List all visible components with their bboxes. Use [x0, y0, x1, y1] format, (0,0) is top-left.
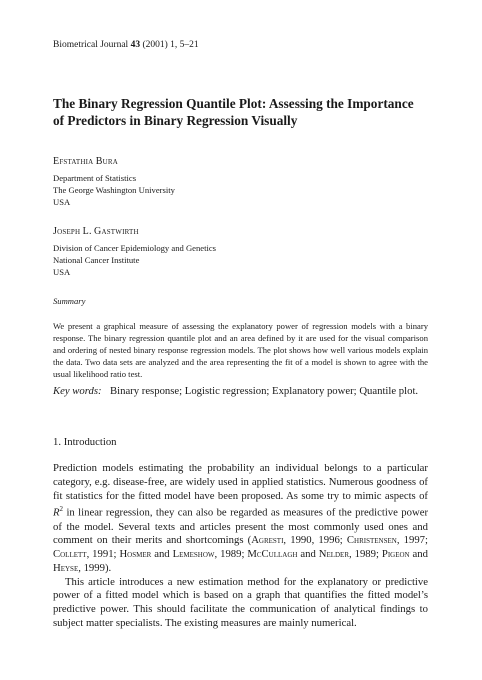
summary-text: We present a graphical measure of assessing the explanatory power of regression models with a binary response. The binary regression quantile plot and an area defined by it are used for the visual comparison and ordering of nested binary response regression models. The plot shows how well various models explain the data. Two data sets are analyzed and the area representing the fit of a model is shown to agree with the usual likelihood ratio test. [53, 321, 428, 379]
author-2-affiliation [53, 242, 216, 278]
author-1-affiliation [53, 172, 175, 208]
citation: Heyse [53, 561, 79, 574]
journal-citation [53, 40, 199, 50]
affiliation-line: The George Washington University [53, 185, 175, 195]
citation: Lemeshow [172, 548, 215, 561]
keywords-text: Binary response; Logistic regression; Explanatory power; Quantile plot. [110, 385, 419, 397]
paragraph-2: This article introduces a new estimation method for the explanatory or predictive power of a fitted model which is based on a graph that quantifies the fitted model’s predictive power. This should facilitate the communication of analytical findings to subject matter specialists. The existing measures are mainly numerical. [53, 575, 428, 629]
journal-volume: 43 [130, 40, 141, 50]
title-line-2: of Predictors in Binary Regression Visually [53, 112, 298, 128]
section-title: Introduction [63, 436, 117, 448]
summary-heading: Summary [53, 296, 86, 306]
affiliation-line: Division of Cancer Epidemiology and Genetics [53, 243, 217, 253]
paragraph-1: Prediction models estimating the probability an individual belongs to a particular category, e.g. disease-free, are widely used in applied statistics. Numerous goodness of fit statistics for the fitted model have been proposed. As some try to mimic aspects of $R^2$ in linear regression, they can also be regarded as measures of the predictive power of the model. Several texts and articles present the most commonly used ones and comment on their merits and shortcomings (Agresti, 1990, 1996; Christensen, 1997; Collett, 1991; Hosmer and Lemeshow, 1989; McCullagh and Nelder, 1989; Pigeon and Heyse, 1999). [53, 462, 428, 574]
affiliation-line: National Cancer Institute [53, 255, 140, 265]
title-line-1: The Binary Regression Quantile Plot: Assessing the Importance [53, 96, 414, 111]
citation: Hosmer [119, 548, 152, 561]
journal-issue-pages: (2001) 1, 5–21 [142, 40, 199, 50]
citation: Nelder [318, 548, 350, 561]
keywords-label: Key words: [53, 385, 102, 397]
section-number: 1. [53, 436, 62, 448]
citation: Christensen [346, 534, 397, 547]
citation: Agresti [251, 534, 284, 547]
author-1-name: EFSTATHIA BURA [53, 156, 119, 167]
r-symbol: R [53, 506, 60, 519]
body-text [53, 462, 428, 631]
citation: McCullagh [247, 548, 298, 561]
section-heading [53, 436, 117, 448]
citation: Collett [53, 548, 87, 561]
citation: Pigeon [381, 548, 410, 561]
paper-title [53, 96, 438, 129]
affiliation-line: USA [53, 267, 71, 277]
affiliation-line: Department of Statistics [53, 173, 137, 183]
superscript-2: 2 [59, 505, 64, 514]
author-2-name: JOSEPH L. GASTWIRTH [53, 226, 139, 237]
affiliation-line: USA [53, 197, 71, 207]
journal-name: Biometrical Journal [53, 40, 129, 50]
